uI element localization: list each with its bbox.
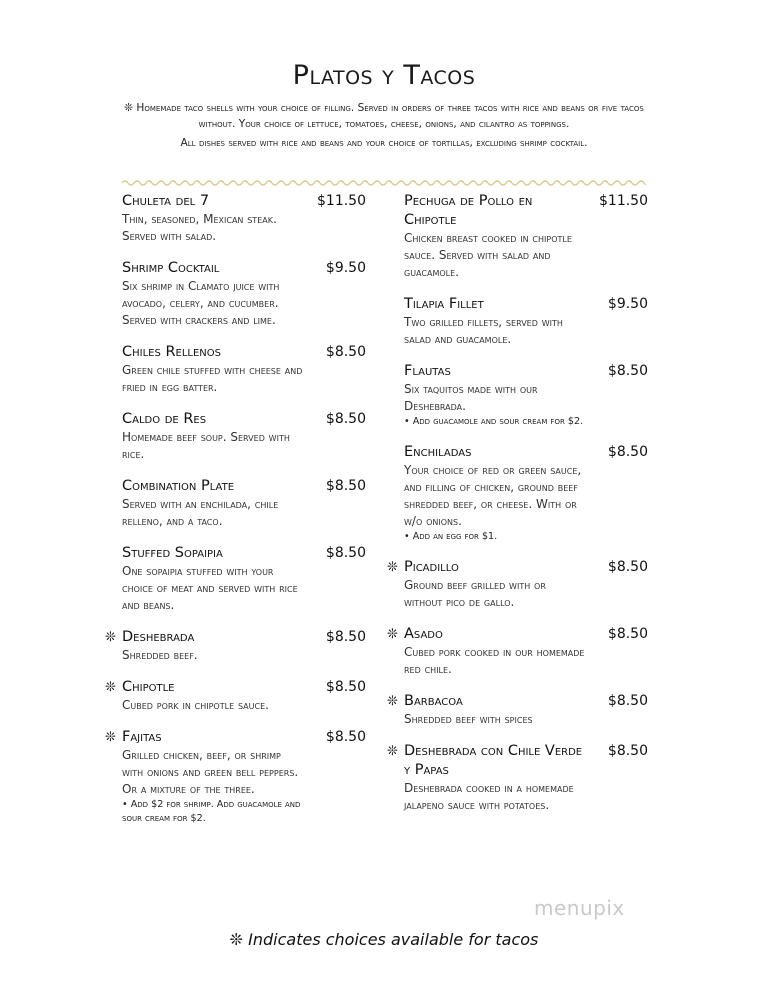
item-description: Cubed pork in chipotle sauce. xyxy=(122,698,269,712)
item-price: $8.50 xyxy=(607,559,648,575)
item-description: Two grilled fillets, served with salad and guacamole. xyxy=(404,315,563,346)
taco-star-icon: ❊ xyxy=(105,730,116,745)
menu-item xyxy=(104,678,366,714)
item-price: $8.50 xyxy=(325,679,366,695)
item-price: $8.50 xyxy=(607,693,648,709)
intro-dishes-note: All dishes served with rice and beans and your choice of tortillas, excluding shrimp cocktail. xyxy=(180,137,588,149)
taco-star-icon: ❊ xyxy=(105,630,116,645)
item-description: Deshebrada cooked in a homemade jalapeno sauce with potatoes. xyxy=(404,781,574,812)
item-price: $11.50 xyxy=(599,193,648,209)
item-description: Your choice of red or green sauce, and filling of chicken, ground beef shredded beef, or cheese. With or w/o onions. xyxy=(404,463,582,528)
menu-item xyxy=(104,410,366,463)
item-price: $8.50 xyxy=(607,444,648,460)
item-price: $8.50 xyxy=(325,344,366,360)
item-description: Thin, seasoned, Mexican steak. Served with salad. xyxy=(122,212,277,243)
menu-item xyxy=(386,192,648,281)
item-description: Cubed pork cooked in our homemade red chile. xyxy=(404,645,585,676)
item-name: Deshebrada xyxy=(122,629,195,645)
item-description: Homemade beef soup. Served with rice. xyxy=(122,430,290,461)
item-name: Pechuga de Pollo en Chipotle xyxy=(404,193,533,228)
item-name: Picadillo xyxy=(404,559,459,575)
item-description: Shredded beef with spices xyxy=(404,712,533,726)
item-price: $8.50 xyxy=(325,411,366,427)
taco-star-icon: ❊ xyxy=(387,744,398,759)
intro-taco-note: ❊ Homemade taco shells with your choice of filling. Served in orders of three tacos with rice and beans or five tacos without. Your choice of lettuce, tomatoes, cheese, onions, and cilantro as toppings. xyxy=(124,102,644,130)
footer-legend: ❊ Indicates choices available for tacos xyxy=(229,930,539,949)
item-name: Chiles Rellenos xyxy=(122,344,221,360)
item-description: Green chile stuffed with cheese and fried in egg batter. xyxy=(122,363,303,394)
item-note: • Add an egg for $1. xyxy=(404,531,498,542)
item-name: Deshebrada con Chile Verde y Papas xyxy=(404,743,583,778)
item-description: Grilled chicken, beef, or shrimp with onions and green bell peppers. Or a mixture of the three. xyxy=(122,748,299,796)
item-price: $8.50 xyxy=(607,626,648,642)
item-note: • Add $2 for shrimp. Add guacamole and sour cream for $2. xyxy=(122,799,301,824)
item-note: • Add guacamole and sour cream for $2. xyxy=(404,416,584,427)
menu-item xyxy=(104,628,366,664)
menu-item xyxy=(104,192,366,245)
menu-item xyxy=(104,477,366,530)
item-name: Combination Plate xyxy=(122,478,235,494)
taco-star-icon: ❊ xyxy=(387,694,398,709)
item-price: $8.50 xyxy=(607,743,648,759)
menu-item xyxy=(386,625,648,678)
menu-item xyxy=(386,362,648,429)
menu-item xyxy=(386,742,648,814)
menu-item xyxy=(104,343,366,396)
menu-item xyxy=(104,259,366,329)
item-description: Six taquitos made with our Deshebrada. xyxy=(404,382,538,413)
item-price: $9.50 xyxy=(607,296,648,312)
item-name: Barbacoa xyxy=(404,693,463,709)
item-name: Asado xyxy=(404,626,443,642)
page-title: Platos y Tacos xyxy=(292,60,476,91)
menu-column-right xyxy=(386,192,648,828)
wavy-divider xyxy=(122,178,646,188)
item-name: Chuleta del 7 xyxy=(122,193,210,209)
item-name: Tilapia Fillet xyxy=(404,296,484,312)
item-description: Six shrimp in Clamato juice with avocado, celery, and cucumber. Served with crackers and lime. xyxy=(122,279,280,327)
item-name: Flautas xyxy=(404,363,451,379)
taco-star-icon: ❊ xyxy=(387,560,398,575)
menu-item xyxy=(104,728,366,826)
item-price: $11.50 xyxy=(317,193,366,209)
watermark-logo: menupix xyxy=(534,896,625,920)
menu-item xyxy=(386,558,648,611)
item-description: Shredded beef. xyxy=(122,648,198,662)
menu-item xyxy=(386,443,648,544)
item-price: $9.50 xyxy=(325,260,366,276)
taco-star-icon: ❊ xyxy=(387,627,398,642)
item-name: Stuffed Sopaipia xyxy=(122,545,223,561)
menu-item xyxy=(104,544,366,614)
item-price: $8.50 xyxy=(325,729,366,745)
menu-item xyxy=(386,692,648,728)
item-name: Enchiladas xyxy=(404,444,472,460)
item-price: $8.50 xyxy=(325,629,366,645)
item-description: One sopaipia stuffed with your choice of meat and served with rice and beans. xyxy=(122,564,298,612)
item-price: $8.50 xyxy=(325,478,366,494)
item-name: Shrimp Cocktail xyxy=(122,260,220,276)
item-price: $8.50 xyxy=(325,545,366,561)
menu-item xyxy=(386,295,648,348)
intro-block xyxy=(118,101,650,156)
item-name: Caldo de Res xyxy=(122,411,207,427)
item-description: Ground beef grilled with or without pico de gallo. xyxy=(404,578,546,609)
item-name: Chipotle xyxy=(122,679,175,695)
item-description: Served with an enchilada, chile relleno, and a taco. xyxy=(122,497,279,528)
item-description: Chicken breast cooked in chipotle sauce. Served with salad and guacamole. xyxy=(404,231,572,279)
item-price: $8.50 xyxy=(607,363,648,379)
item-name: Fajitas xyxy=(122,729,162,745)
taco-star-icon: ❊ xyxy=(105,680,116,695)
menu-column-left xyxy=(104,192,366,840)
